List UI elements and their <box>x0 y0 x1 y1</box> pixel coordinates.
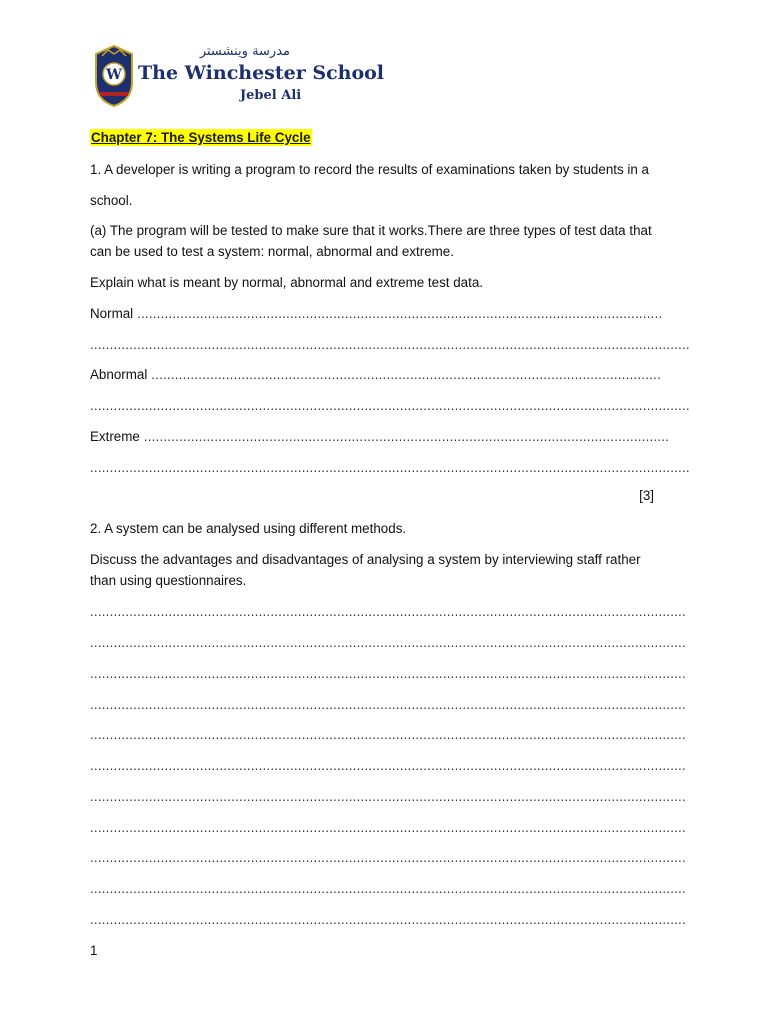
q2-discuss-line2: than using questionnaires. <box>90 573 247 588</box>
q2-intro: 2. A system can be analysed using different methods. <box>90 521 407 536</box>
school-campus: Jebel Ali <box>240 88 302 103</box>
answer-line[interactable]: ........................................................................................................................................................ <box>90 820 686 835</box>
abnormal-dots: .................................................................................................................................. <box>147 367 661 382</box>
q1a-line1: (a) The program will be tested to make sure that it works.There are three types of test data that <box>90 223 652 238</box>
answer-line[interactable]: ........................................................................................................................................................ <box>90 850 686 865</box>
abnormal-label: Abnormal <box>90 367 148 382</box>
normal-dots: ...................................................................................................................................... <box>133 306 663 321</box>
school-name-arabic: مدرسة وينشستر <box>199 44 290 59</box>
answer-line[interactable]: ......................................................................................................................................................... <box>90 460 690 475</box>
answer-line[interactable]: ........................................................................................................................................................ <box>90 635 686 650</box>
q1-intro-line1: 1. A developer is writing a program to record the results of examinations taken by students in a <box>90 162 649 177</box>
normal-label: Normal <box>90 306 134 321</box>
answer-line[interactable]: ........................................................................................................................................................ <box>90 604 686 619</box>
answer-line[interactable]: ........................................................................................................................................................ <box>90 789 686 804</box>
extreme-answer-line[interactable] <box>90 428 669 445</box>
extreme-dots: ...................................................................................................................................... <box>139 429 670 444</box>
school-crest-icon <box>92 44 136 108</box>
q2-discuss-line1: Discuss the advantages and disadvantages of analysing a system by interviewing staff rather <box>90 552 641 567</box>
extreme-label: Extreme <box>90 429 140 444</box>
school-logo <box>92 44 385 112</box>
svg-text:W: W <box>106 67 122 83</box>
answer-line[interactable]: ........................................................................................................................................................ <box>90 727 686 742</box>
chapter-title: Chapter 7: The Systems Life Cycle <box>91 130 311 145</box>
abnormal-answer-line[interactable] <box>90 366 661 383</box>
answer-line[interactable]: ......................................................................................................................................................... <box>90 337 690 352</box>
answer-line[interactable]: ........................................................................................................................................................ <box>90 912 686 927</box>
q1-intro-line2: school. <box>90 193 133 208</box>
q1a-instruction: Explain what is meant by normal, abnormal and extreme test data. <box>90 275 483 290</box>
answer-line[interactable]: ........................................................................................................................................................ <box>90 758 686 773</box>
answer-line[interactable]: ........................................................................................................................................................ <box>90 881 686 896</box>
answer-line[interactable]: ........................................................................................................................................................ <box>90 666 686 681</box>
page-number: 1 <box>90 943 98 958</box>
normal-answer-line[interactable] <box>90 305 662 322</box>
answer-line[interactable]: ........................................................................................................................................................ <box>90 697 686 712</box>
q1a-line2: can be used to test a system: normal, abnormal and extreme. <box>90 244 454 259</box>
school-name: The Winchester School <box>138 62 385 84</box>
answer-line[interactable]: ......................................................................................................................................................... <box>90 398 690 413</box>
q1-marks: [3] <box>639 488 654 503</box>
